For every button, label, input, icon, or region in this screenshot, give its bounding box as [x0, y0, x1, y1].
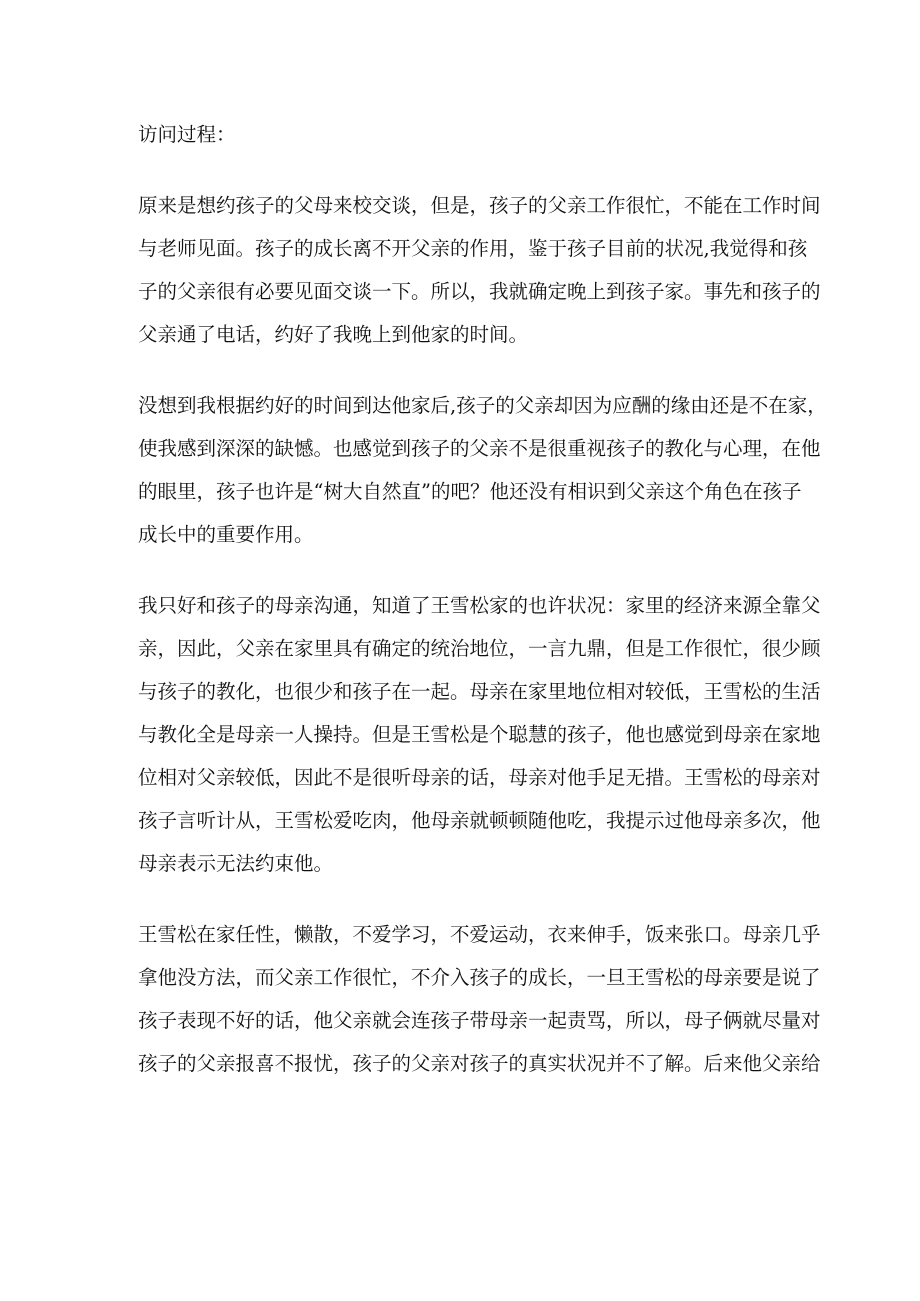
- paragraph-3-line-5: 位相对父亲较低，因此不是很听母亲的话，母亲对他手足无措。王雪松的母亲对: [138, 766, 821, 789]
- paragraph-2-line-4: 成长中的重要作用。: [138, 523, 314, 546]
- paragraph-2-line-1: 没想到我根据约好的时间到达他家后,孩子的父亲却因为应酬的缘由还是不在家，: [138, 394, 827, 417]
- paragraph-4-line-2: 拿他没方法，而父亲工作很忙，不介入孩子的成长，一旦王雪松的母亲要是说了: [138, 966, 821, 989]
- paragraph-1-line-4: 父亲通了电话，约好了我晚上到他家的时间。: [138, 323, 529, 346]
- paragraph-3-line-7: 母亲表示无法约束他。: [138, 852, 334, 875]
- paragraph-3-line-3: 与孩子的教化，也很少和孩子在一起。母亲在家里地位相对较低，王雪松的生活: [138, 680, 821, 703]
- paragraph-4-line-4: 孩子的父亲报喜不报忧，孩子的父亲对孩子的真实状况并不了解。后来他父亲给: [138, 1052, 821, 1075]
- paragraph-1-line-1: 原来是想约孩子的父母来校交谈，但是，孩子的父亲工作很忙，不能在工作时间: [138, 194, 821, 217]
- paragraph-4-line-1: 王雪松在家任性，懒散，不爱学习，不爱运动，衣来伸手，饭来张口。母亲几乎: [138, 923, 821, 946]
- paragraph-3-line-6: 孩子言听计从，王雪松爱吃肉，他母亲就顿顿随他吃，我提示过他母亲多次，他: [138, 809, 821, 832]
- paragraph-3-line-2: 亲，因此，父亲在家里具有确定的统治地位，一言九鼎，但是工作很忙，很少顾: [138, 637, 821, 660]
- paragraph-3-line-4: 与教化全是母亲一人操持。但是王雪松是个聪慧的孩子，他也感觉到母亲在家地: [138, 723, 821, 746]
- section-heading: 访问过程：: [138, 123, 236, 146]
- paragraph-2-line-3: 的眼里，孩子也许是“树大自然直”的吧？他还没有相识到父亲这个角色在孩子: [138, 480, 802, 503]
- paragraph-2-line-2: 使我感到深深的缺憾。也感觉到孩子的父亲不是很重视孩子的教化与心理，在他: [138, 437, 821, 460]
- paragraph-3-line-1: 我只好和孩子的母亲沟通，知道了王雪松家的也许状况：家里的经济来源全靠父: [138, 594, 821, 617]
- paragraph-1-line-3: 子的父亲很有必要见面交谈一下。所以，我就确定晚上到孩子家。事先和孩子的: [138, 280, 821, 303]
- paragraph-4-line-3: 孩子表现不好的话，他父亲就会连孩子带母亲一起责骂，所以，母子俩就尽量对: [138, 1009, 821, 1032]
- paragraph-1-line-2: 与老师见面。孩子的成长离不开父亲的作用，鉴于孩子目前的状况,我觉得和孩: [138, 237, 808, 260]
